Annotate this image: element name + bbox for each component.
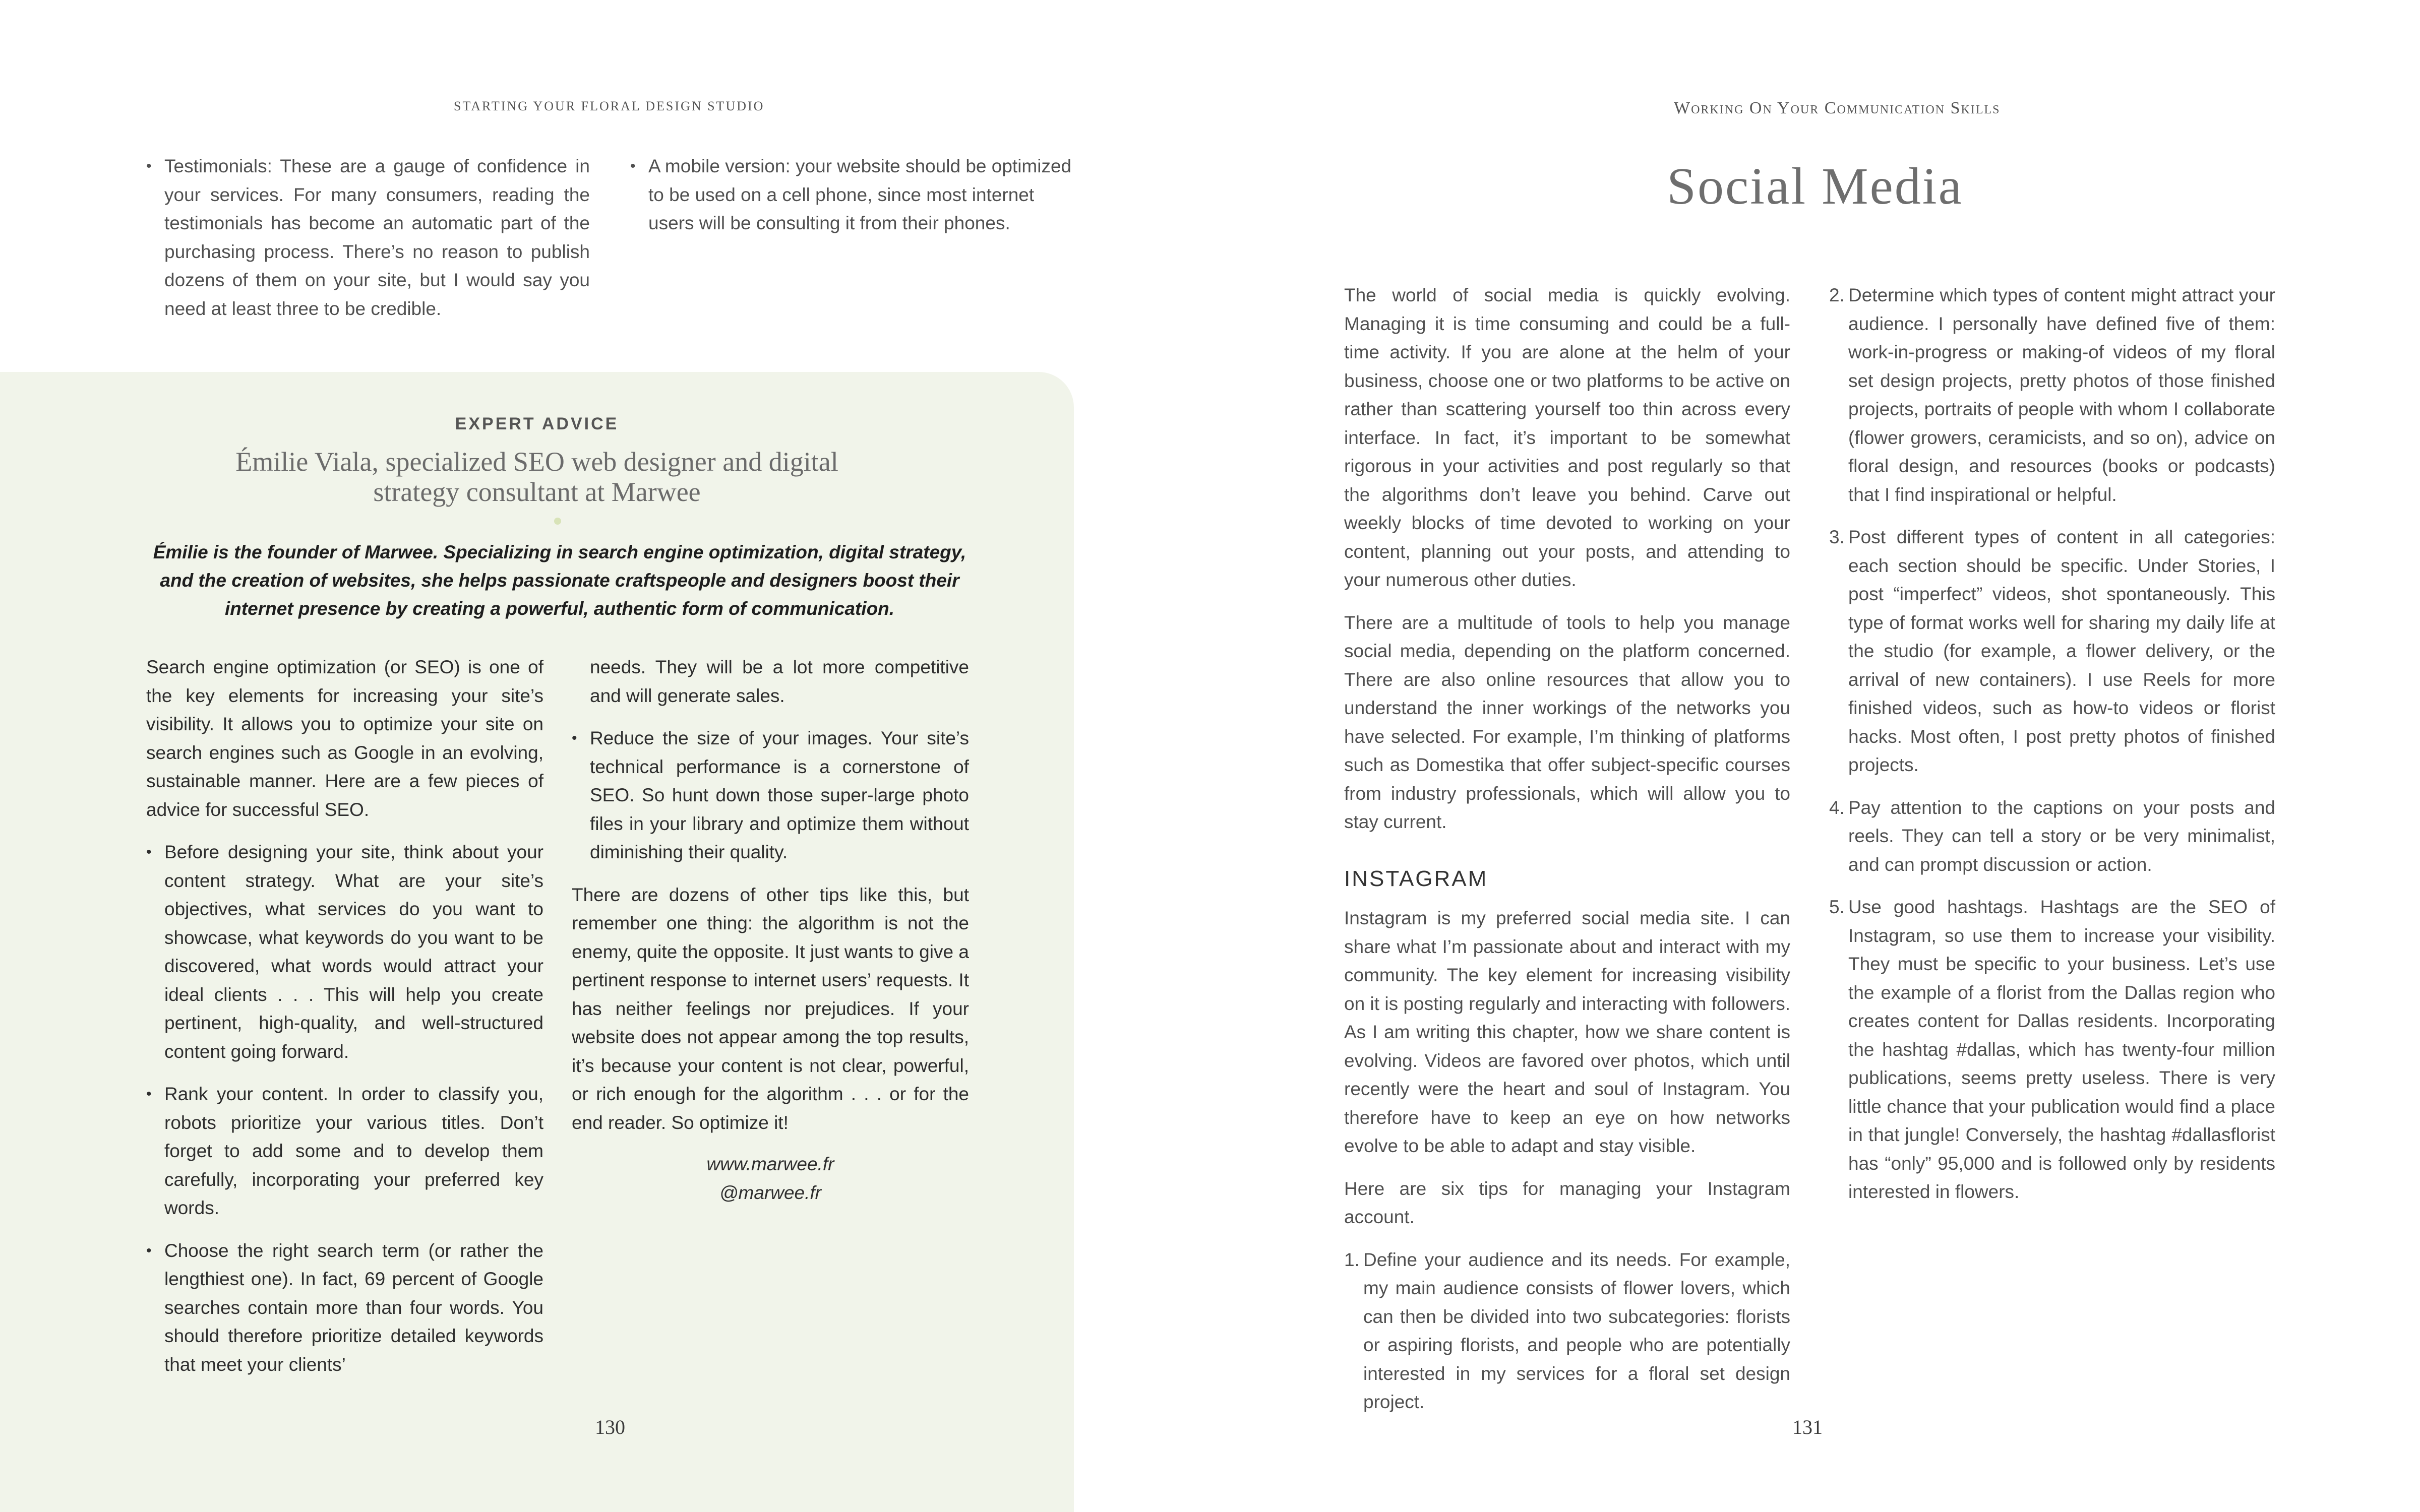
advice-bullet-rank-content: • Rank your content. In order to classify you, robots prioritize your various titles. Don’t forget to add some and to develop them carefully, incorporating your preferred key words. bbox=[146, 1080, 543, 1223]
top-bullets-column-1 bbox=[146, 152, 590, 337]
right-page bbox=[1210, 0, 2420, 1512]
bullet-testimonials: • Testimonials: These are a gauge of confidence in your services. For many consumers, reading the testimonials has become an automatic part of the purchasing process. There’s no reason to publish dozens of them on your site, but I would say you need at least three to be credible. bbox=[146, 152, 590, 323]
instagram-paragraph-2: Here are six tips for managing your Instagram account. bbox=[1344, 1178, 1790, 1227]
tip-number: 5. bbox=[1829, 897, 1845, 917]
tip-text: Pay attention to the captions on your posts and reels. They can tell a story or be very minimalist, and can prompt discussion or action. bbox=[1848, 797, 2275, 875]
tip-4 bbox=[1829, 794, 2275, 879]
advice-contact bbox=[572, 1150, 969, 1207]
advice-bullet-image-size: • Reduce the size of your images. Your site’s technical performance is a cornerstone of SEO. So hunt down those super-large photo files in your library and optimize them without diminishing their quality. bbox=[572, 724, 969, 867]
page-number-left: 130 bbox=[595, 1416, 625, 1438]
ornament-dot bbox=[554, 518, 561, 525]
running-head-left: STARTING YOUR FLORAL DESIGN STUDIO bbox=[454, 99, 765, 113]
tip-3 bbox=[1829, 523, 2275, 780]
advice-column-2 bbox=[572, 653, 969, 1207]
expert-advice-intro: Émilie is the founder of Marwee. Specializing in search engine optimization, digital strategy, and the creation of websites, she helps passionate craftspeople and designers boost their internet presence by creating a powerful, authentic form of communication. bbox=[153, 542, 966, 619]
tip-number: 2. bbox=[1829, 285, 1845, 305]
running-head-right: Working On Your Communication Skills bbox=[1674, 99, 2001, 117]
instagram-paragraph-1: Instagram is my preferred social media site. I can share what I’m passionate about and interact with my community. The key element for increasing visibility on it is posting regularly and interacting with followers. As I am writing this chapter, how we share content is evolving. Videos are favored over photos, which until recently were the heart and soul of Instagram. You therefore have to keep an eye on how networks evolve to be able to adapt and stay visible. bbox=[1344, 908, 1790, 1156]
website-link[interactable]: www.marwee.fr bbox=[706, 1154, 834, 1174]
tip-text: Determine which types of content might attract your audience. I personally have defined five of them: work-in-progress or making-of videos of my floral set design projects, pretty photos of those finished projects, portraits of people with whom I collaborate (flower growers, ceramicists, and so on), advice on floral design, and resources (books or podcasts) that I find inspirational or helpful. bbox=[1848, 285, 2275, 505]
advice-column-1 bbox=[146, 653, 543, 1393]
bullet-mobile-version: • A mobile version: your website should be optimized to be used on a cell phone, since most internet users will be consulting it from their phones. bbox=[630, 152, 1079, 238]
expert-advice-label: EXPERT ADVICE bbox=[455, 414, 619, 433]
tip-number: 4. bbox=[1829, 797, 1845, 818]
page-number-right: 131 bbox=[1792, 1416, 1823, 1438]
section-heading-instagram: INSTAGRAM bbox=[1344, 866, 1488, 891]
tip-number: 3. bbox=[1829, 527, 1845, 547]
expert-advice-title: Émilie Viala, specialized SEO web designer and digital strategy consultant at Marwee bbox=[235, 447, 838, 507]
tip-5 bbox=[1829, 893, 2275, 1207]
social-media-paragraph-2: There are a multitude of tools to help you manage social media, depending on the platform concerned. There are also online resources that allow you to understand the inner workings of the networks you have selected. For example, I’m thinking of platforms such as Domestika that offer subject-specific courses from industry professionals, which will allow you to stay current. bbox=[1344, 612, 1790, 832]
tip-number: 1. bbox=[1344, 1249, 1360, 1270]
social-media-paragraph-1: The world of social media is quickly evolving. Managing it is time consuming and could be a full-time activity. If you are alone at the helm of your business, choose one or two platforms to be active on rather than scattering yourself too thin across every interface. In fact, it’s important to be somewhat rigorous in your activities and post regularly so that the algorithms don’t leave you behind. Carve out weekly blocks of time devoted to working on your content, planning out your posts, and attending to your numerous other duties. bbox=[1344, 285, 1790, 590]
right-column-1 bbox=[1344, 281, 1790, 1431]
tip-text: Use good hashtags. Hashtags are the SEO of Instagram, so use them to increase your visibility. They must be specific to your business. Let’s use the example of a florist from the Dallas region who creates content for Dallas residents. Incorporating the hashtag #dallas, which has twenty-four million publications, seems pretty useless. There is very little chance that your publication would find a place in that jungle! Conversely, the hashtag #dallasflorist has “only” 95,000 and is followed only by residents interested in flowers. bbox=[1848, 897, 2275, 1202]
instagram-handle[interactable]: @marwee.fr bbox=[719, 1182, 822, 1203]
top-bullets-column-2 bbox=[630, 152, 1079, 252]
right-column-2 bbox=[1829, 281, 2275, 1221]
tip-text: Define your audience and its needs. For example, my main audience consists of flower lovers, which can then be divided into two subcategories: florists or aspiring florists, and people who are potentially interested in my services for a floral set design project. bbox=[1363, 1249, 1790, 1412]
advice-continuation: needs. They will be a lot more competitive and will generate sales. bbox=[590, 657, 969, 706]
tip-2 bbox=[1829, 281, 2275, 509]
tip-text: Post different types of content in all categories: each section should be specific. Under Stories, I post “imperfect” videos, shot spontaneously. This type of format works well for sharing my daily life at the studio (for example, a flower delivery, or the arrival of new containers). I use Reels for more finished videos, such as how-to videos or florist hacks. Most often, I post pretty photos of finished projects. bbox=[1848, 527, 2275, 775]
tip-1 bbox=[1344, 1246, 1790, 1417]
advice-bullet-search-term: • Choose the right search term (or rather the lengthiest one). In fact, 69 percent of Google searches contain more than four words. You should therefore prioritize detailed keywords that meet your clients’ bbox=[146, 1237, 543, 1379]
advice-intro-paragraph: Search engine optimization (or SEO) is one of the key elements for increasing your site’s visibility. It allows you to optimize your site on search engines such as Google in an evolving, sustainable manner. Here are a few pieces of advice for successful SEO. bbox=[146, 657, 543, 820]
chapter-title: Social Media bbox=[1667, 157, 1963, 215]
advice-bullet-content-strategy: • Before designing your site, think about your content strategy. What are your site’s objectives, what services do you want to showcase, what keywords do you want to be discovered, what words would attract your ideal clients . . . This will help you create pertinent, high-quality, and well-structured content going forward. bbox=[146, 838, 543, 1066]
advice-closing-paragraph: There are dozens of other tips like this, but remember one thing: the algorithm is not the enemy, quite the opposite. It just wants to give a pertinent response to internet users’ requests. It has neither feelings nor prejudices. If your website does not appear among the top results, it’s because your content is not clear, powerful, or rich enough for the algorithm . . . or for the end reader. So optimize it! bbox=[572, 884, 969, 1133]
